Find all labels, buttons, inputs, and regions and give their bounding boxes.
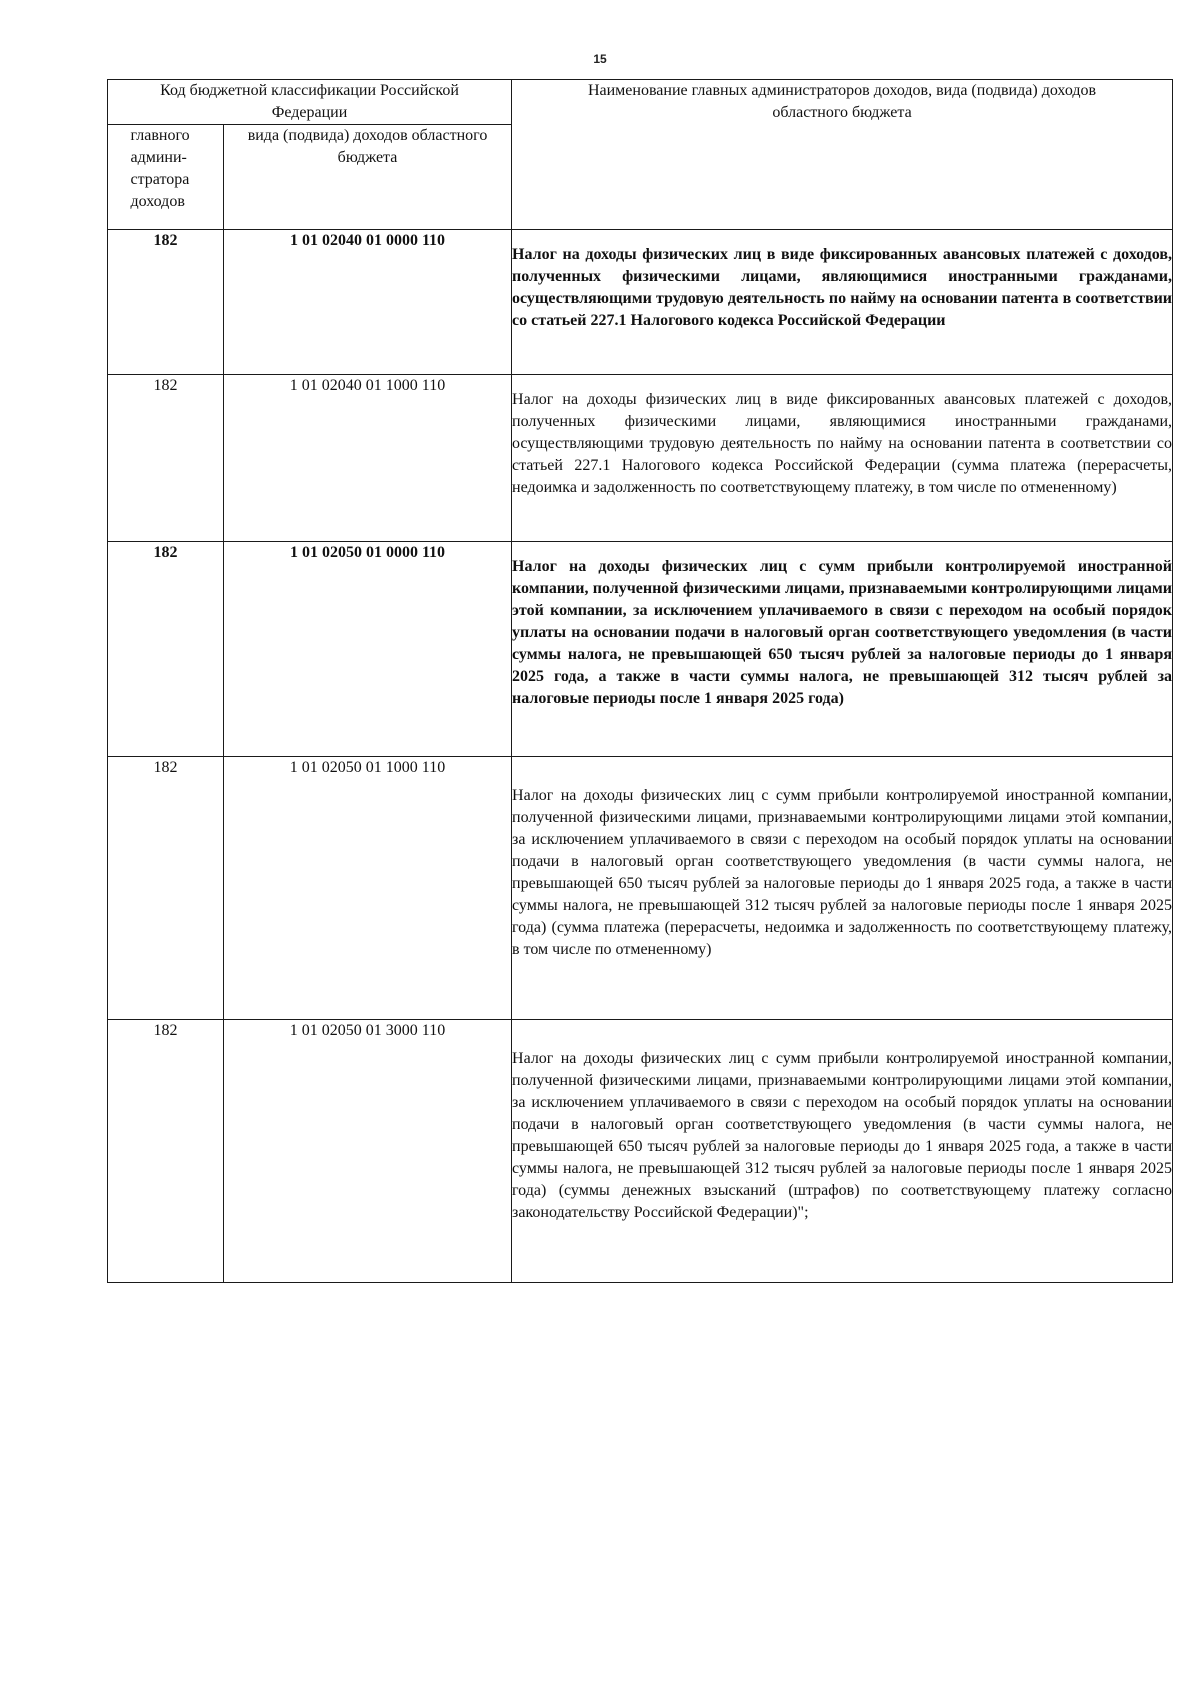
- kbk-code-cell: 1 01 02050 01 0000 110: [224, 542, 512, 757]
- description-text: Налог на доходы физических лиц с сумм прибыли контролируемой иностранной компании, полученной физическими лицами, признаваемыми контролирующими лицами этой компании, за исключением уплачиваемого в связи с переходом на особый порядок уплаты на основании подачи в налоговый орган соответствующего уведомления (в части суммы налога, не превышающей 650 тысяч рублей за налоговые периоды до 1 января 2025 года, а также в части суммы налога, не превышающей 312 тысяч рублей за налоговые периоды после 1 января 2025 года) (сумма платежа (перерасчеты, недоимка и задолженность по соответствующему платежу, в том числе по отмененному): [512, 787, 1173, 958]
- description-cell: [512, 375, 1173, 542]
- admin-code-cell: 182: [108, 757, 224, 1020]
- header-type-column: [224, 125, 512, 230]
- table-row: [108, 542, 1173, 757]
- admin-code-cell: 182: [108, 375, 224, 542]
- table-header-row: [108, 80, 1173, 125]
- table-row: [108, 230, 1173, 375]
- table-row: [108, 757, 1173, 1020]
- budget-classification-table: [107, 79, 1173, 1283]
- description-cell: [512, 542, 1173, 757]
- header-admin-label: главного админи-стратора доходов: [130, 127, 190, 210]
- admin-code-cell: 182: [108, 542, 224, 757]
- header-type-label: вида (подвида) доходов областного бюджета: [247, 127, 488, 166]
- header-kbk-group-label: Код бюджетной классификации Российской Федерации: [160, 82, 459, 121]
- table-row: [108, 375, 1173, 542]
- kbk-code-cell: 1 01 02050 01 3000 110: [224, 1020, 512, 1283]
- page-number: 15: [593, 52, 607, 66]
- description-cell: [512, 230, 1173, 375]
- header-kbk-group: [108, 80, 512, 125]
- description-text: Налог на доходы физических лиц с сумм прибыли контролируемой иностранной компании, полученной физическими лицами, признаваемыми контролирующими лицами этой компании, за исключением уплачиваемого в связи с переходом на особый порядок уплаты на основании подачи в налоговый орган соответствующего уведомления (в части суммы налога, не превышающей 650 тысяч рублей за налоговые периоды до 1 января 2025 года, а также в части суммы налога, не превышающей 312 тысяч рублей за налоговые периоды после 1 января 2025 года) (суммы денежных взысканий (штрафов) по соответствующему платежу согласно законодательству Российской Федерации)";: [512, 1050, 1173, 1221]
- description-cell: [512, 757, 1173, 1020]
- kbk-code-cell: 1 01 02040 01 0000 110: [224, 230, 512, 375]
- description-text: Налог на доходы физических лиц с сумм прибыли контролируемой иностранной компании, полученной физическими лицами, признаваемыми контролирующими лицами этой компании, за исключением уплачиваемого в связи с переходом на особый порядок уплаты на основании подачи в налоговый орган соответствующего уведомления (в части суммы налога, не превышающей 650 тысяч рублей за налоговые периоды до 1 января 2025 года, а также в части суммы налога, не превышающей 312 тысяч рублей за налоговые периоды после 1 января 2025 года): [512, 558, 1173, 707]
- kbk-code-cell: 1 01 02050 01 1000 110: [224, 757, 512, 1020]
- admin-code-cell: 182: [108, 230, 224, 375]
- header-name-column: [512, 80, 1173, 230]
- table-row: [108, 1020, 1173, 1283]
- description-cell: [512, 1020, 1173, 1283]
- header-admin-column: [108, 125, 224, 230]
- kbk-code-cell: 1 01 02040 01 1000 110: [224, 375, 512, 542]
- description-text: Налог на доходы физических лиц в виде фиксированных авансовых платежей с доходов, полученных физическими лицами, являющимися иностранными гражданами, осуществляющими трудовую деятельность по найму на основании патента в соответствии со статьей 227.1 Налогового кодекса Российской Федерации: [512, 246, 1173, 329]
- header-name-label: Наименование главных администраторов доходов, вида (подвида) доходов областного бюджета: [587, 82, 1097, 121]
- description-text: Налог на доходы физических лиц в виде фиксированных авансовых платежей с доходов, полученных физическими лицами, являющимися иностранными гражданами, осуществляющими трудовую деятельность по найму на основании патента в соответствии со статьей 227.1 Налогового кодекса Российской Федерации (сумма платежа (перерасчеты, недоимка и задолженность по соответствующему платежу, в том числе по отмененному): [512, 391, 1173, 496]
- admin-code-cell: 182: [108, 1020, 224, 1283]
